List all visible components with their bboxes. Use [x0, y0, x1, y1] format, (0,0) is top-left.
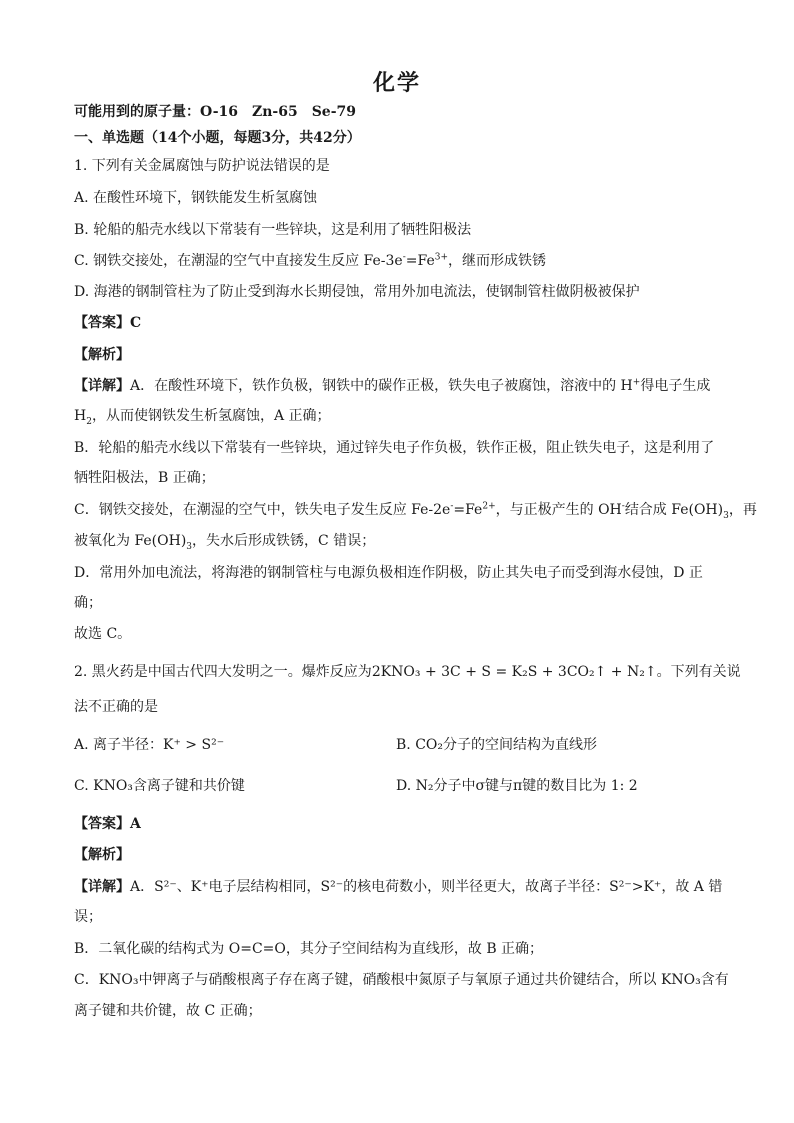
detail-text: A．S²⁻、K⁺电子层结构相同，S²⁻的核电荷数小，则半径更大，故离子半径：S²⁻>K⁺，故 A 错: [130, 879, 723, 895]
q1-option-c: [74, 251, 734, 271]
superscript: -: [621, 501, 625, 512]
q1-answer-line: [74, 313, 734, 333]
answer-value: C: [130, 315, 142, 331]
q1-detail-line-1: [74, 376, 734, 396]
answer-label: 【答案】: [74, 315, 130, 331]
detail-text: 被氧化为 Fe(OH): [74, 533, 187, 549]
q2-detail-line-5: 离子键和共价键，故 C 正确；: [74, 1003, 262, 1019]
q2-detail-line-1: [74, 877, 734, 897]
detail-text-mid: =Fe: [453, 502, 483, 518]
detail-text: A．在酸性环境下，铁作负极，钢铁中的碳作正极，铁失电子被腐蚀，溶液中的 H: [130, 378, 633, 394]
q2-option-a: A. 离子半径：K⁺ > S²⁻: [74, 737, 225, 753]
q2-detail-line-2: 误；: [74, 909, 102, 925]
q2-equation: 2KNO₃ + 3C + S = K₂S + 3CO₂↑ + N₂↑: [371, 664, 657, 680]
detail-text-mid2: ，与正极产生的 OH: [495, 502, 622, 518]
q1-detail-line-5: [74, 500, 757, 521]
q2-option-b: B. CO₂分子的空间结构为直线形: [396, 737, 597, 753]
superscript: -: [402, 252, 406, 263]
superscript: -: [450, 501, 454, 512]
answer-value: A: [130, 816, 141, 832]
detail-text: H: [74, 408, 87, 424]
q1-detail-line-7: D．常用外加电流法，将海港的钢制管柱与电源负极相连作阴极，防止其失电子而受到海水侵蚀，D 正: [74, 565, 703, 581]
detail-label: 【详解】: [74, 879, 130, 895]
q1-option-d: D. 海港的钢制管柱为了防止受到海水长期侵蚀，常用外加电流法，使钢制管柱做阴极被保护: [74, 284, 640, 300]
q2-detail-line-4: C．KNO₃中钾离子与硝酸根离子存在离子键，硝酸根中氮原子与氧原子通过共价键结合，所以 KNO₃含有: [74, 972, 729, 988]
subscript: 3: [723, 510, 729, 521]
q2-analysis-label: 【解析】: [74, 847, 130, 863]
superscript: 3+: [434, 252, 449, 263]
q1-conclusion: 故选 C。: [74, 626, 132, 642]
q2-detail-line-3: B．二氧化碳的结构式为 O=C=O，其分子空间结构为直线形，故 B 正确；: [74, 941, 544, 957]
q1-detail-line-3: B．轮船的船壳水线以下常装有一些锌块，通过锌失电子作负极，铁作正极，阻止铁失电子，这是利用了: [74, 440, 715, 456]
q1-detail-line-4: 牺牲阳极法，B 正确；: [74, 470, 215, 486]
q2-option-c: C. KNO₃含离子键和共价键: [74, 778, 245, 794]
detail-text-tail: ，从而使钢铁发生析氢腐蚀，A 正确；: [91, 408, 331, 424]
subscript: 3: [186, 541, 193, 552]
q1-option-c-text-end: ，继而形成铁锈: [448, 253, 547, 269]
q1-option-a: A. 在酸性环境下，钢铁能发生析氢腐蚀: [74, 190, 318, 206]
q1-option-b: B. 轮船的船壳水线以下常装有一些锌块，这是利用了牺牲阳极法: [74, 222, 472, 238]
atomic-mass-line: 可能用到的原子量：O-16 Zn-65 Se-79: [74, 104, 357, 120]
q2-stem-line-1: [74, 662, 741, 682]
q1-detail-line-8: 确；: [74, 595, 102, 611]
q1-analysis-label: 【解析】: [74, 347, 130, 363]
subscript: 2: [86, 416, 92, 427]
superscript: 2+: [482, 501, 496, 512]
q1-detail-line-6: [74, 531, 734, 551]
page-title: 化学: [372, 70, 421, 96]
detail-label: 【详解】: [74, 378, 130, 394]
q1-option-c-text-mid: =Fe: [405, 253, 435, 269]
q2-stem-line-2: 法不正确的是: [74, 699, 158, 715]
detail-text-tail: 得电子生成: [640, 378, 711, 394]
q2-answer-line: [74, 814, 734, 834]
section-header: 一、单选题（14个小题，每题3分，共42分）: [74, 130, 361, 146]
q2-option-d: D. N₂分子中σ键与π键的数目比为 1: 2: [396, 778, 638, 794]
superscript: +: [632, 377, 641, 388]
q1-stem: 1. 下列有关金属腐蚀与防护说法错误的是: [74, 158, 330, 174]
detail-text-end: ，再: [728, 502, 757, 518]
q1-option-c-text: C. 钢铁交接处，在潮湿的空气中直接发生反应 Fe-3e: [74, 253, 403, 269]
detail-text-tail: ，失水后形成铁锈，C 错误；: [192, 533, 376, 549]
q1-detail-line-2: [74, 406, 734, 426]
detail-text-tail: 结合成 Fe(OH): [624, 502, 724, 518]
q2-stem-text: 2. 黑火药是中国古代四大发明之一。爆炸反应为: [74, 664, 372, 680]
q2-stem-tail: 。下列有关说: [656, 664, 741, 680]
detail-text: C．钢铁交接处，在潮湿的空气中，铁失电子发生反应 Fe-2e: [74, 502, 451, 518]
answer-label: 【答案】: [74, 816, 130, 832]
